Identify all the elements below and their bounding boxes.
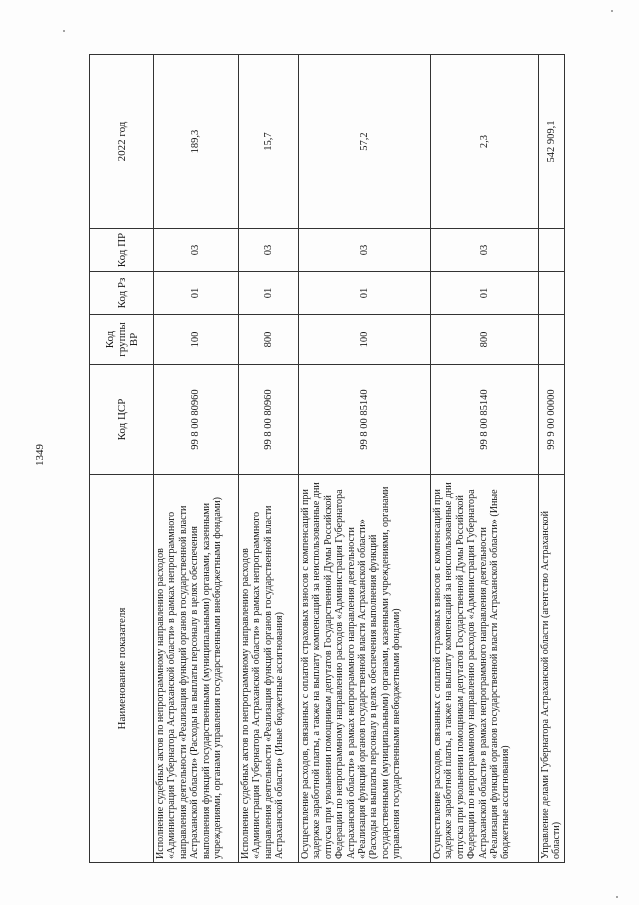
header-vr: Код группы ВР xyxy=(90,315,154,365)
table-header-row xyxy=(90,55,154,863)
scan-speck xyxy=(616,896,618,898)
row-vr xyxy=(539,315,565,365)
row-name: Осуществление расходов, связанных с оплатой страховых взносов с компенсаций при задержке заработной платы, а также на выплату компенсаций за неиспользованные дни отпуска при увольнении помощникам депутатов Государственной Думы Российской Федерации по непрограммному направлению расходов «Администрация Губернатора Астраханской области» в рамках непрограммного направления деятельности «Реализация функций органов государственной власти Астраханской области» (Иные бюджетные ассигнования) xyxy=(431,475,539,863)
header-pr: Код ПР xyxy=(90,229,154,272)
row-csr: 99 8 00 85140 xyxy=(431,365,539,475)
rotated-page-content xyxy=(89,55,563,863)
row-pr: 03 xyxy=(154,229,239,272)
row-vr: 100 xyxy=(299,315,431,365)
header-rz: Код Рз xyxy=(90,272,154,315)
row-csr: 99 8 00 80960 xyxy=(154,365,239,475)
header-name: Наименование показателя xyxy=(90,475,154,863)
row-pr: 03 xyxy=(239,229,299,272)
row-amount: 2,3 xyxy=(431,55,539,229)
table-row xyxy=(239,55,299,863)
header-csr: Код ЦСР xyxy=(90,365,154,475)
scan-speck xyxy=(63,30,65,32)
row-vr: 800 xyxy=(239,315,299,365)
header-year: 2022 год xyxy=(90,55,154,229)
row-vr: 800 xyxy=(431,315,539,365)
table-row xyxy=(539,55,565,863)
table-row xyxy=(299,55,431,863)
budget-table xyxy=(89,54,565,863)
scan-speck xyxy=(611,10,613,12)
table-row xyxy=(431,55,539,863)
row-amount: 15,7 xyxy=(239,55,299,229)
table-row xyxy=(154,55,239,863)
row-rz: 01 xyxy=(154,272,239,315)
row-name: Осуществление расходов, связанных с оплатой страховых взносов с компенсаций при задержке заработной платы, а также на выплату компенсаций за неиспользованные дни отпуска при увольнении помощникам депутатов Государственной Думы Российской Федерации по непрограммному направлению расходов «Администрация Губернатора Астраханской области» в рамках непрограммного направления деятельности «Реализация функций органов государственной власти Астраханской области» (Расходы на выплаты персоналу в целях обеспечения выполнения функций государственными (муниципальными) органами, казенными учреждениями, органами управления государственными внебюджетными фондами) xyxy=(299,475,431,863)
row-name: Исполнение судебных актов по непрограммному направлению расходов «Администрация Губернатора Астраханской области» в рамках непрограммного направления деятельности «Реализация функций органов государственной власти Астраханской области» (Расходы на выплаты персоналу в целях обеспечения выполнения функций государственными (муниципальными) органами, казенными учреждениями, органами управления государственными внебюджетными фондами) xyxy=(154,475,239,863)
row-pr: 03 xyxy=(299,229,431,272)
row-pr xyxy=(539,229,565,272)
page-number: 1349 xyxy=(34,444,46,466)
row-vr: 100 xyxy=(154,315,239,365)
row-name: Исполнение судебных актов по непрограммному направлению расходов «Администрация Губернатора Астраханской области» в рамках непрограммного направления деятельности «Реализация функций органов государственной власти Астраханской области» (Иные бюджетные ассигнования) xyxy=(239,475,299,863)
row-name: Управление делами Губернатора Астраханской области (агентство Астраханской области) xyxy=(539,475,565,863)
row-csr: 99 9 00 00000 xyxy=(539,365,565,475)
row-rz xyxy=(539,272,565,315)
row-amount: 542 909,1 xyxy=(539,55,565,229)
row-csr: 99 8 00 80960 xyxy=(239,365,299,475)
row-csr: 99 8 00 85140 xyxy=(299,365,431,475)
row-rz: 01 xyxy=(299,272,431,315)
row-rz: 01 xyxy=(239,272,299,315)
row-rz: 01 xyxy=(431,272,539,315)
row-pr: 03 xyxy=(431,229,539,272)
row-amount: 57,2 xyxy=(299,55,431,229)
row-amount: 189,3 xyxy=(154,55,239,229)
